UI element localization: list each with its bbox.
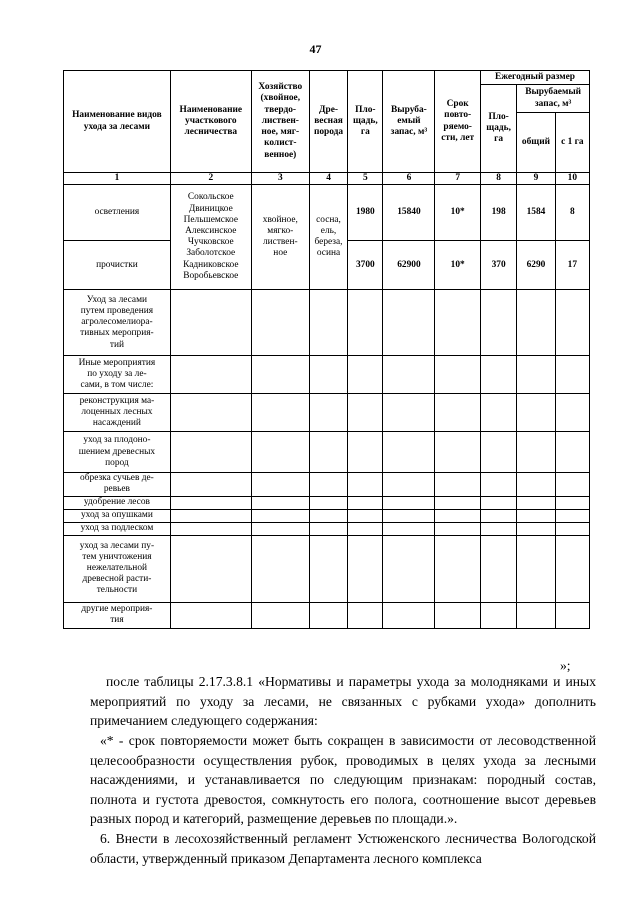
quote-end: »; [560, 658, 571, 673]
row-name [64, 473, 171, 496]
empty-cell [170, 394, 251, 432]
row-name [64, 394, 171, 432]
empty-cell [309, 290, 347, 356]
cell-line: ревьев [103, 484, 130, 495]
annual-per-ha-value: 8 [555, 185, 589, 241]
column-number: 4 [309, 173, 347, 185]
cell-line: щадь, [486, 122, 511, 133]
row-name [64, 535, 171, 602]
empty-cell [480, 522, 516, 535]
empty-cell [383, 602, 435, 628]
row-name: осветления [64, 185, 171, 241]
empty-cell [480, 535, 516, 602]
cell-line: Воробьевское [183, 270, 239, 281]
period-value: 10* [435, 185, 481, 241]
empty-cell [383, 522, 435, 535]
period-value: 10* [435, 241, 481, 290]
empty-cell [435, 290, 481, 356]
cell-line: тий [109, 339, 124, 350]
column-number: 5 [348, 173, 383, 185]
row-name [64, 602, 171, 628]
empty-cell [348, 509, 383, 522]
column-number: 6 [383, 173, 435, 185]
paragraph-item-6: 6. Внести в лесохозяйственный регламент Устюженского лесничества Вологодской области, утвержденный приказом Департамента лесного комплекса [90, 831, 596, 866]
cell-line: реконструкция ма- [79, 395, 155, 406]
empty-cell [383, 496, 435, 509]
cell-line: листвен- [261, 115, 299, 126]
cell-line: осина [316, 248, 341, 259]
empty-cell [555, 432, 589, 473]
empty-cell [555, 473, 589, 496]
header-species [309, 71, 347, 173]
empty-cell [435, 522, 481, 535]
empty-cell [170, 522, 251, 535]
empty-cell [435, 394, 481, 432]
cell-line: другие мероприя- [81, 603, 153, 614]
empty-cell [555, 394, 589, 432]
cell-line: нежелательной [86, 563, 148, 573]
empty-cell [348, 522, 383, 535]
empty-cell [480, 432, 516, 473]
empty-cell [348, 473, 383, 496]
empty-cell [480, 602, 516, 628]
forest-care-table [63, 70, 590, 629]
cell-line: обрезка сучьев де- [80, 473, 154, 484]
empty-cell [309, 509, 347, 522]
forestry-list [170, 185, 251, 290]
row-name [64, 432, 171, 473]
empty-cell [517, 432, 555, 473]
empty-cell [170, 432, 251, 473]
cell-line: щадь, [353, 115, 378, 126]
empty-cell [480, 290, 516, 356]
table-row [64, 522, 590, 535]
empty-cell [170, 473, 251, 496]
paragraph-note-intro: после таблицы 2.17.3.8.1 «Нормативы и параметры ухода за молодняками и иных мероприятий по уходу за лесами, не связанных с рубками ухода» дополнить примечанием следующего содержания: [90, 674, 596, 728]
empty-cell [435, 602, 481, 628]
empty-cell [555, 509, 589, 522]
amendment-paragraph [90, 672, 596, 731]
empty-cell [348, 290, 383, 356]
empty-cell [309, 602, 347, 628]
empty-cell [517, 522, 555, 535]
column-number: 7 [435, 173, 481, 185]
empty-cell [170, 509, 251, 522]
annual-total-value: 6290 [517, 241, 555, 290]
cell-line: порода [313, 127, 344, 138]
cell-line: (хвойное, [260, 93, 301, 104]
cell-line: агролесомелиора- [81, 317, 153, 328]
cell-line: Хозяйство [258, 82, 303, 93]
row-name [64, 496, 171, 509]
empty-cell [383, 432, 435, 473]
empty-cell [480, 496, 516, 509]
cell-line: запас, м³ [390, 127, 428, 138]
row-name [64, 356, 171, 394]
empty-cell [555, 602, 589, 628]
annual-area-value: 198 [480, 185, 516, 241]
header-annual: Ежегодный размер [480, 71, 589, 85]
cell-line: Сокольское [187, 192, 234, 203]
empty-cell [435, 473, 481, 496]
empty-cell [517, 535, 555, 602]
empty-cell [309, 356, 347, 394]
table-row [64, 432, 590, 473]
empty-cell [251, 394, 309, 432]
cell-line: емый [397, 115, 421, 126]
empty-cell [251, 522, 309, 535]
empty-cell [435, 535, 481, 602]
header-annual-area [480, 85, 516, 173]
paragraph-footnote: «* - срок повторяемости может быть сокращен в зависимости от лесоводственной целесообразности осуществления рубок, проводимых в целях ухода за лесными насаждениями, и устанавливается по следующим признакам: породный состав, полнота и густота древостоя, сомкнутость его полога, соотношение высот деревьев разных пород и категорий, размещение деревьев по площади.». [90, 733, 596, 826]
cell-line: удобрение лесов [83, 497, 150, 507]
empty-cell [251, 535, 309, 602]
empty-cell [251, 509, 309, 522]
empty-cell [251, 602, 309, 628]
empty-cell [383, 394, 435, 432]
empty-cell [555, 290, 589, 356]
cell-line: по уходу за ле- [87, 369, 147, 380]
empty-cell [170, 290, 251, 356]
cell-line: Дре- [319, 104, 338, 115]
page-number: 47 [309, 42, 322, 56]
table-row [64, 394, 590, 432]
empty-cell [348, 432, 383, 473]
table-row [64, 185, 590, 241]
cell-line: повто- [444, 110, 472, 121]
cell-line: Пло- [355, 104, 376, 115]
header-annual-volume: Вырубаемый запас, м³ [517, 85, 590, 113]
cell-line: га [494, 134, 504, 145]
cell-line: Уход за лесами [86, 294, 148, 305]
cell-line: Алексинское [185, 226, 237, 236]
empty-cell [435, 509, 481, 522]
cell-line: древесной расти- [82, 574, 152, 585]
header-annual-total: общий [517, 113, 555, 173]
cell-line: шением древесных [78, 446, 156, 457]
header-forestry: Наименование участкового лесничества [170, 71, 251, 173]
cell-line: Двиницкое [188, 203, 233, 214]
cell-line: ель, [320, 226, 337, 236]
header-farm [251, 71, 309, 173]
empty-cell [251, 356, 309, 394]
row-name: прочистки [64, 241, 171, 290]
table-row [64, 602, 590, 628]
cell-line: береза, [314, 237, 343, 248]
empty-cell [251, 290, 309, 356]
cell-line: ряемо- [443, 121, 472, 132]
empty-cell [555, 496, 589, 509]
cell-line: уход за опушками [80, 510, 153, 520]
cell-line: хвойное, [262, 214, 298, 225]
empty-cell [383, 290, 435, 356]
empty-cell [348, 602, 383, 628]
column-number: 9 [517, 173, 555, 185]
empty-cell [309, 535, 347, 602]
empty-cell [309, 432, 347, 473]
header-period [435, 71, 481, 173]
empty-cell [309, 496, 347, 509]
table-row [64, 509, 590, 522]
area-value: 1980 [348, 185, 383, 241]
cell-line: Заболотское [186, 248, 236, 259]
area-value: 3700 [348, 241, 383, 290]
empty-cell [348, 535, 383, 602]
empty-cell [383, 535, 435, 602]
row-name [64, 290, 171, 356]
column-number: 1 [64, 173, 171, 185]
cell-line: сти, лет [441, 132, 475, 143]
item-six-paragraph [90, 829, 596, 868]
footnote-paragraph [90, 731, 596, 829]
cell-line: твердо- [264, 104, 297, 115]
empty-cell [170, 535, 251, 602]
empty-cell [555, 522, 589, 535]
empty-cell [480, 509, 516, 522]
table-row [64, 473, 590, 496]
cell-line: Пельшемское [183, 214, 238, 225]
row-name [64, 522, 171, 535]
cell-line: Чучковское [187, 237, 234, 248]
cell-line: лоценных лесных [81, 407, 153, 418]
empty-cell [517, 602, 555, 628]
cell-line: уход за подлеском [80, 523, 154, 533]
cell-line: сами, в том числе: [80, 380, 154, 391]
farm-type [251, 185, 309, 290]
header-volume [383, 71, 435, 173]
cell-line: сосна, [316, 214, 341, 225]
cell-line: пород [105, 457, 129, 468]
empty-cell [480, 394, 516, 432]
header-area [348, 71, 383, 173]
species-list [309, 185, 347, 290]
column-number: 8 [480, 173, 516, 185]
cell-line: колист- [264, 138, 297, 149]
empty-cell [348, 356, 383, 394]
cell-line: ное [273, 248, 288, 259]
table-row [64, 535, 590, 602]
cell-line: мягко- [267, 226, 294, 236]
cell-line: тем уничтожения [82, 551, 152, 562]
cell-line: Пло- [488, 111, 509, 122]
empty-cell [435, 356, 481, 394]
volume-value: 15840 [383, 185, 435, 241]
empty-cell [348, 496, 383, 509]
cell-line: путем проведения [80, 305, 154, 316]
annual-total-value: 1584 [517, 185, 555, 241]
empty-cell [170, 496, 251, 509]
cell-line: весная [314, 115, 343, 126]
column-number: 3 [251, 173, 309, 185]
header-care-type: Наименование видов ухода за лесами [64, 71, 171, 173]
empty-cell [517, 356, 555, 394]
empty-cell [383, 356, 435, 394]
cell-line: Выруба- [391, 104, 427, 115]
empty-cell [348, 394, 383, 432]
cell-line: тивных мероприя- [80, 328, 154, 339]
empty-cell [251, 432, 309, 473]
cell-line: насаждений [92, 418, 141, 429]
cell-line: венное) [264, 149, 297, 160]
empty-cell [480, 356, 516, 394]
cell-line: Кадниковское [183, 259, 239, 270]
annual-per-ha-value: 17 [555, 241, 589, 290]
empty-cell [435, 496, 481, 509]
empty-cell [383, 473, 435, 496]
empty-cell [251, 473, 309, 496]
empty-cell [309, 473, 347, 496]
column-number-row [64, 173, 590, 185]
header-annual-per-ha: с 1 га [555, 113, 589, 173]
empty-cell [435, 432, 481, 473]
empty-cell [517, 290, 555, 356]
volume-value: 62900 [383, 241, 435, 290]
empty-cell [555, 535, 589, 602]
cell-line: ное, мяг- [261, 127, 300, 138]
table-row [64, 290, 590, 356]
cell-line: тия [110, 615, 124, 626]
empty-cell [383, 509, 435, 522]
column-number: 10 [555, 173, 589, 185]
empty-cell [517, 473, 555, 496]
empty-cell [309, 394, 347, 432]
empty-cell [480, 473, 516, 496]
empty-cell [517, 496, 555, 509]
cell-line: уход за плодоно- [83, 435, 151, 446]
empty-cell [170, 602, 251, 628]
empty-cell [517, 394, 555, 432]
cell-line: Срок [446, 99, 469, 110]
empty-cell [517, 509, 555, 522]
empty-cell [555, 356, 589, 394]
column-number: 2 [170, 173, 251, 185]
empty-cell [251, 496, 309, 509]
cell-line: тельности [96, 585, 138, 596]
cell-line: листвен- [262, 237, 298, 248]
table-row [64, 356, 590, 394]
empty-cell [170, 356, 251, 394]
table-row [64, 496, 590, 509]
annual-area-value: 370 [480, 241, 516, 290]
cell-line: Иные мероприятия [78, 357, 156, 368]
row-name [64, 509, 171, 522]
empty-cell [309, 522, 347, 535]
cell-line: уход за лесами пу- [79, 540, 155, 551]
cell-line: га [360, 127, 370, 138]
